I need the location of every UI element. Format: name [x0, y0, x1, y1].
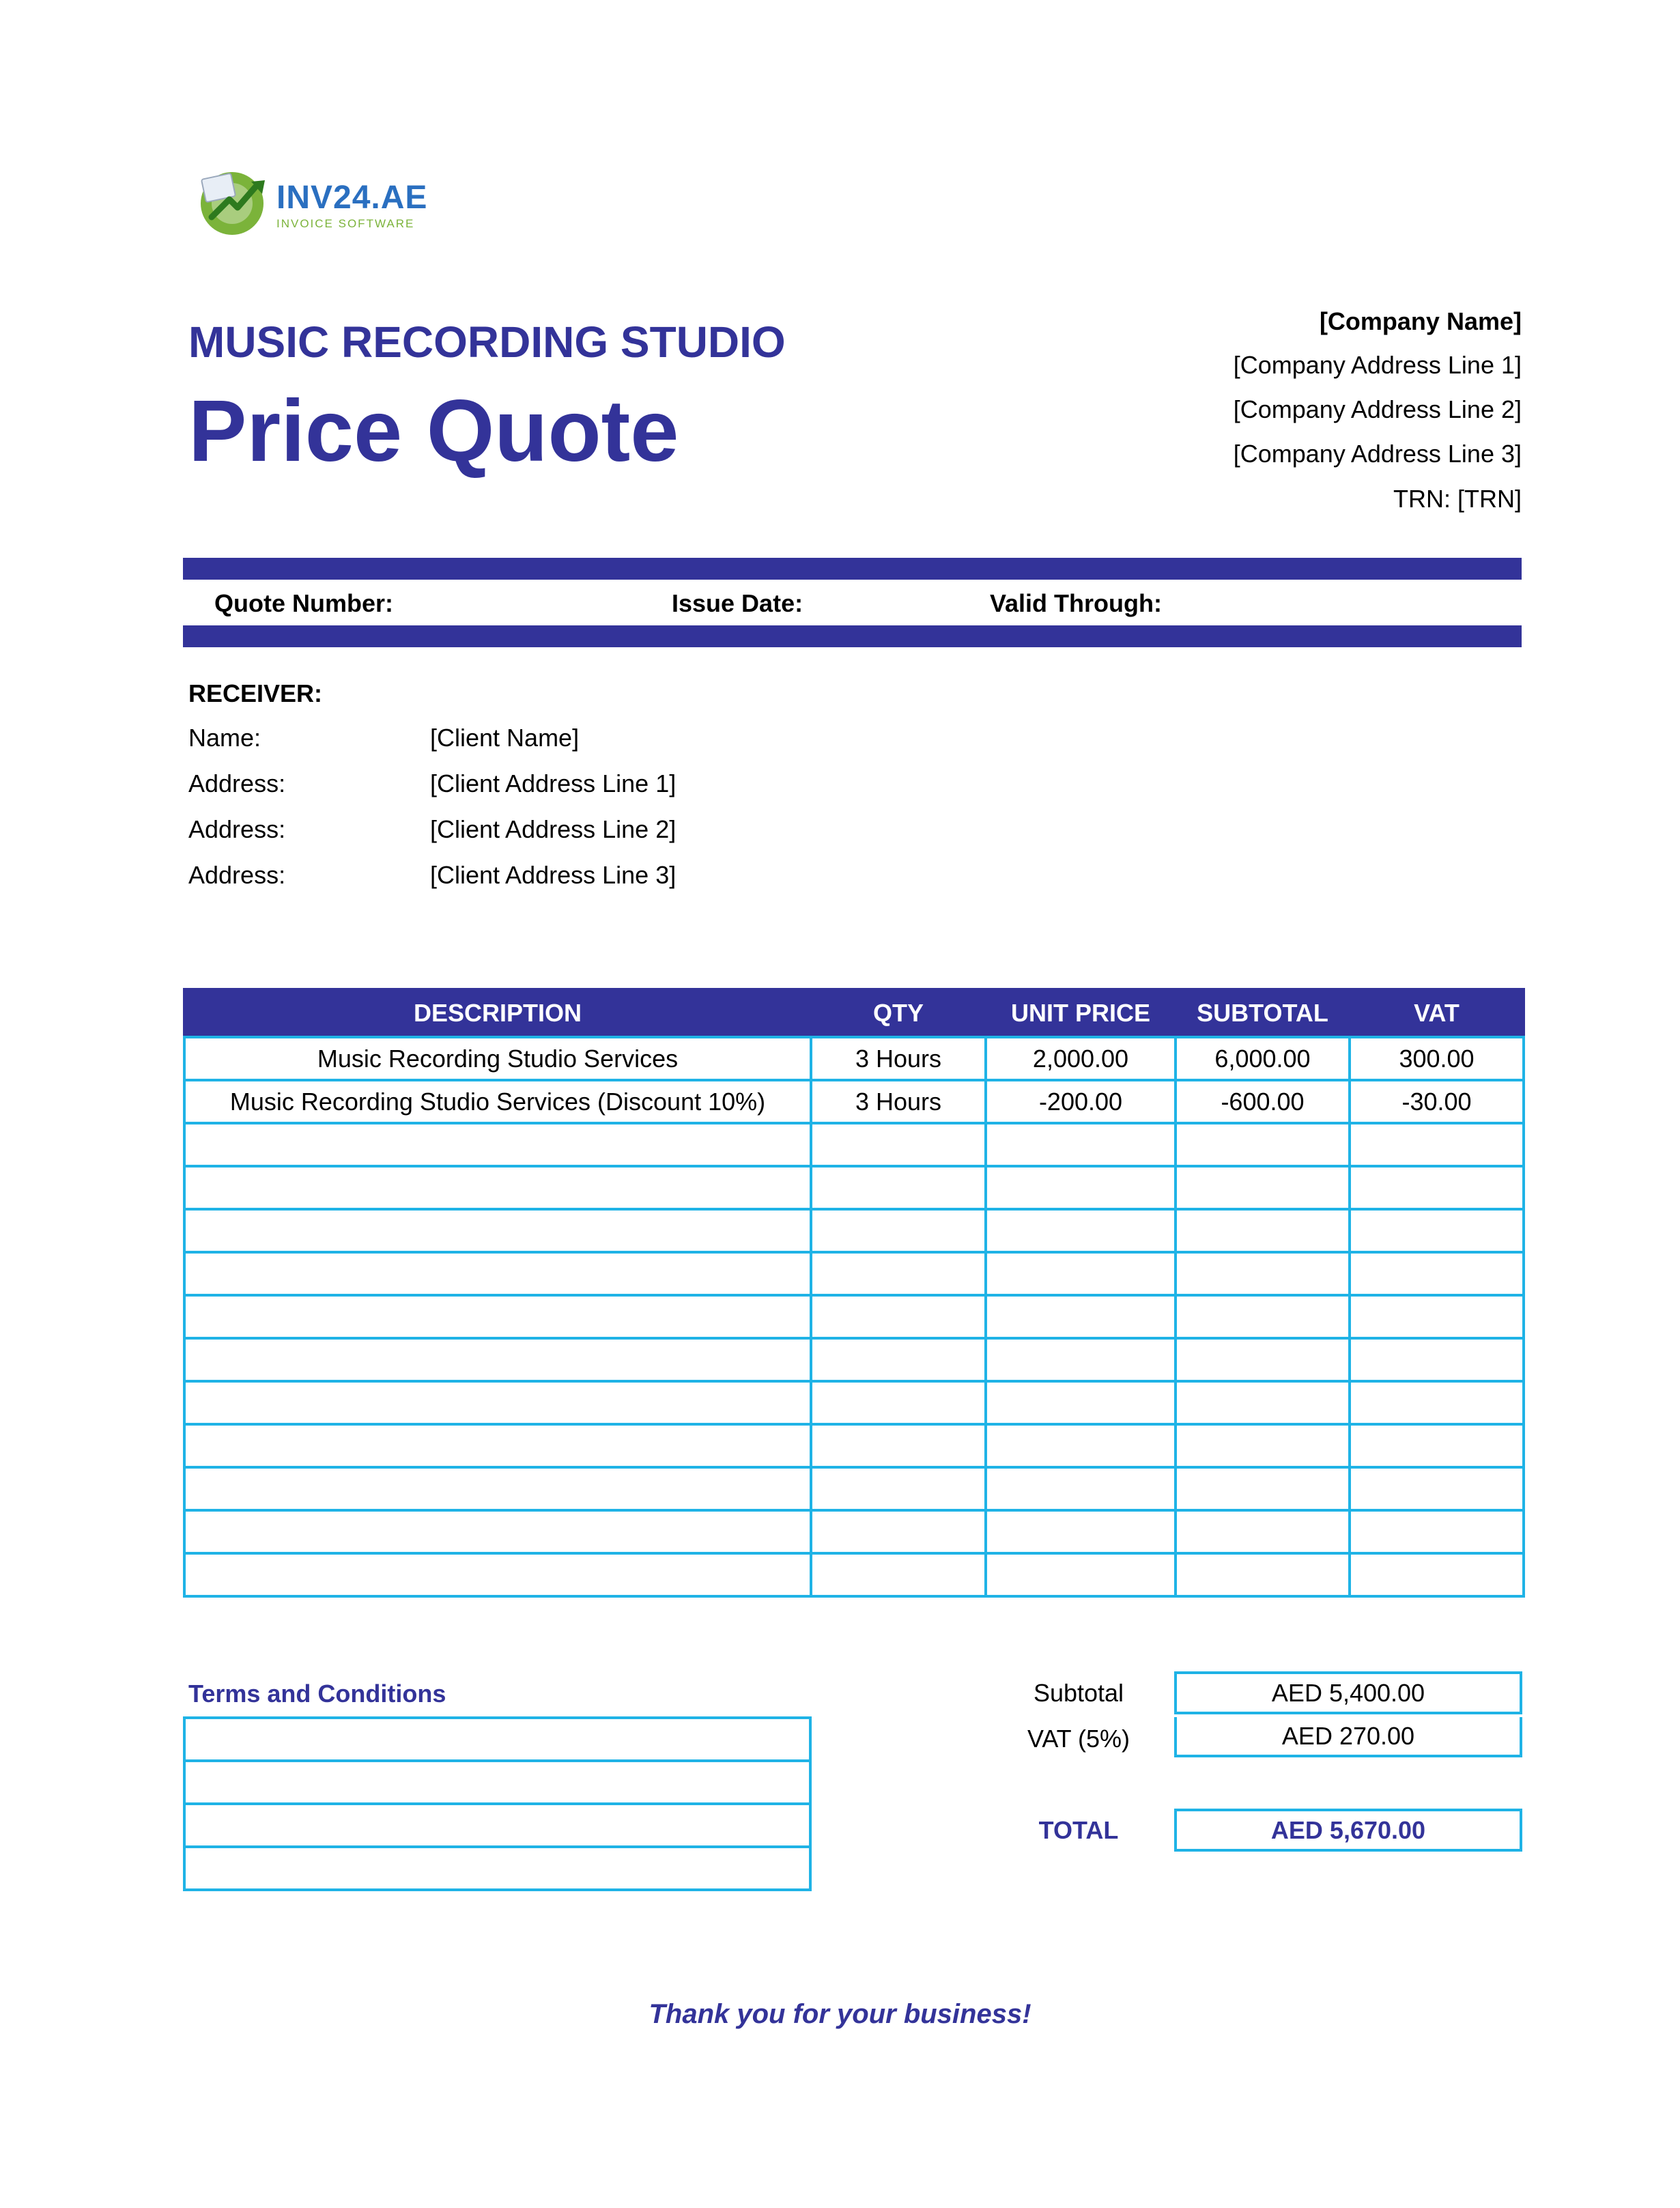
- cell-empty[interactable]: [184, 1252, 811, 1295]
- cell-empty[interactable]: [1350, 1338, 1524, 1381]
- cell-empty[interactable]: [1350, 1381, 1524, 1424]
- cell-empty[interactable]: [986, 1166, 1176, 1209]
- terms-line-field[interactable]: [184, 1847, 810, 1890]
- table-row-empty: [184, 1424, 1524, 1467]
- cell-empty[interactable]: [986, 1424, 1176, 1467]
- cell-empty[interactable]: [184, 1381, 811, 1424]
- company-name: [Company Name]: [1319, 307, 1522, 335]
- cell-unit-price[interactable]: 2,000.00: [986, 1037, 1176, 1080]
- cell-empty[interactable]: [811, 1209, 986, 1252]
- cell-empty[interactable]: [811, 1295, 986, 1338]
- table-row: [184, 1037, 1524, 1080]
- receiver-address-3: [Client Address Line 3]: [430, 861, 677, 889]
- table-row-empty: [184, 1381, 1524, 1424]
- cell-empty[interactable]: [1350, 1424, 1524, 1467]
- cell-qty[interactable]: 3 Hours: [811, 1080, 986, 1123]
- header-unit-price: UNIT PRICE: [986, 989, 1176, 1037]
- receiver-address-2: [Client Address Line 2]: [430, 815, 677, 843]
- company-address-1: [Company Address Line 1]: [1233, 351, 1522, 379]
- terms-line-field[interactable]: [184, 1718, 810, 1761]
- company-address-2: [Company Address Line 2]: [1233, 395, 1522, 423]
- terms-box: [183, 1716, 812, 1891]
- cell-empty[interactable]: [184, 1338, 811, 1381]
- cell-empty[interactable]: [1350, 1252, 1524, 1295]
- valid-through-label: Valid Through:: [990, 589, 1162, 617]
- cell-empty[interactable]: [1350, 1467, 1524, 1510]
- cell-empty[interactable]: [184, 1209, 811, 1252]
- receiver-address-1: [Client Address Line 1]: [430, 769, 677, 797]
- logo-name: INV24.AE: [276, 180, 428, 216]
- cell-subtotal[interactable]: -600.00: [1176, 1080, 1350, 1123]
- table-row-empty: [184, 1510, 1524, 1553]
- terms-line-field[interactable]: [184, 1761, 810, 1804]
- cell-empty[interactable]: [1176, 1553, 1350, 1596]
- terms-line: [184, 1718, 810, 1761]
- cell-description[interactable]: Music Recording Studio Services: [184, 1037, 811, 1080]
- cell-empty[interactable]: [1350, 1510, 1524, 1553]
- terms-line: [184, 1847, 810, 1890]
- company-trn: TRN: [TRN]: [1393, 485, 1522, 513]
- cell-empty[interactable]: [986, 1252, 1176, 1295]
- cell-description[interactable]: Music Recording Studio Services (Discount 10%): [184, 1080, 811, 1123]
- cell-empty[interactable]: [1350, 1209, 1524, 1252]
- cell-empty[interactable]: [1350, 1123, 1524, 1166]
- cell-empty[interactable]: [986, 1467, 1176, 1510]
- subtotal-value: AED 5,400.00: [1174, 1671, 1522, 1714]
- page-title: Price Quote: [188, 382, 679, 480]
- quote-number-label: Quote Number:: [214, 589, 394, 617]
- cell-empty[interactable]: [184, 1510, 811, 1553]
- logo-tagline: INVOICE SOFTWARE: [276, 217, 415, 230]
- table-row-empty: [184, 1295, 1524, 1338]
- table-row-empty: [184, 1467, 1524, 1510]
- table-row-empty: [184, 1338, 1524, 1381]
- receiver-address-label: Address:: [188, 769, 286, 797]
- studio-heading: MUSIC RECORDING STUDIO: [188, 317, 786, 367]
- cell-empty[interactable]: [184, 1166, 811, 1209]
- cell-empty[interactable]: [1350, 1553, 1524, 1596]
- cell-empty[interactable]: [1176, 1381, 1350, 1424]
- cell-empty[interactable]: [811, 1381, 986, 1424]
- cell-empty[interactable]: [1176, 1338, 1350, 1381]
- cell-empty[interactable]: [986, 1123, 1176, 1166]
- cell-empty[interactable]: [811, 1123, 986, 1166]
- cell-empty[interactable]: [184, 1295, 811, 1338]
- cell-empty[interactable]: [811, 1166, 986, 1209]
- cell-empty[interactable]: [1350, 1166, 1524, 1209]
- cell-empty[interactable]: [986, 1553, 1176, 1596]
- terms-line: [184, 1761, 810, 1804]
- header-qty: QTY: [811, 989, 986, 1037]
- cell-qty[interactable]: 3 Hours: [811, 1037, 986, 1080]
- cell-empty[interactable]: [811, 1338, 986, 1381]
- header-description: DESCRIPTION: [184, 989, 811, 1037]
- info-band-top: [183, 558, 1522, 580]
- cell-vat[interactable]: 300.00: [1350, 1037, 1524, 1080]
- cell-empty[interactable]: [986, 1381, 1176, 1424]
- company-address-3: [Company Address Line 3]: [1233, 440, 1522, 468]
- header-vat: VAT: [1350, 989, 1524, 1037]
- info-band-bottom: [183, 625, 1522, 647]
- terms-line: [184, 1804, 810, 1847]
- table-row-empty: [184, 1252, 1524, 1295]
- cell-empty[interactable]: [986, 1510, 1176, 1553]
- receiver-address-label: Address:: [188, 861, 286, 889]
- table-row-empty: [184, 1123, 1524, 1166]
- cell-empty[interactable]: [1176, 1123, 1350, 1166]
- receiver-address-label: Address:: [188, 815, 286, 843]
- cell-vat[interactable]: -30.00: [1350, 1080, 1524, 1123]
- terms-heading: Terms and Conditions: [188, 1680, 446, 1708]
- cell-empty[interactable]: [184, 1553, 811, 1596]
- cell-empty[interactable]: [1176, 1252, 1350, 1295]
- total-label: TOTAL: [1038, 1816, 1119, 1844]
- table-row-empty: [184, 1553, 1524, 1596]
- cell-empty[interactable]: [986, 1338, 1176, 1381]
- receiver-name: [Client Name]: [430, 724, 580, 752]
- cell-empty[interactable]: [184, 1467, 811, 1510]
- cell-empty[interactable]: [986, 1295, 1176, 1338]
- cell-empty[interactable]: [1176, 1166, 1350, 1209]
- vat-value: AED 270.00: [1174, 1717, 1522, 1757]
- thank-you-note: Thank you for your business!: [649, 1999, 1031, 2029]
- table-row-empty: [184, 1166, 1524, 1209]
- cell-empty[interactable]: [811, 1553, 986, 1596]
- cell-empty[interactable]: [1176, 1467, 1350, 1510]
- table-row-empty: [184, 1209, 1524, 1252]
- cell-empty[interactable]: [184, 1424, 811, 1467]
- table-row: [184, 1080, 1524, 1123]
- line-items-table: [183, 988, 1525, 1598]
- cell-empty[interactable]: [1176, 1424, 1350, 1467]
- cell-empty[interactable]: [1176, 1510, 1350, 1553]
- table-header-row: [184, 989, 1524, 1037]
- cell-unit-price[interactable]: -200.00: [986, 1080, 1176, 1123]
- subtotal-label: Subtotal: [1033, 1679, 1124, 1707]
- receiver-heading: RECEIVER:: [188, 679, 323, 707]
- cell-empty[interactable]: [1350, 1295, 1524, 1338]
- cell-empty[interactable]: [811, 1467, 986, 1510]
- cell-empty[interactable]: [184, 1123, 811, 1166]
- cell-empty[interactable]: [1176, 1209, 1350, 1252]
- cell-empty[interactable]: [1176, 1295, 1350, 1338]
- header-subtotal: SUBTOTAL: [1176, 989, 1350, 1037]
- cell-empty[interactable]: [811, 1510, 986, 1553]
- terms-line-field[interactable]: [184, 1804, 810, 1847]
- cell-empty[interactable]: [986, 1209, 1176, 1252]
- cell-empty[interactable]: [811, 1424, 986, 1467]
- cell-empty[interactable]: [811, 1252, 986, 1295]
- vat-label: VAT (5%): [1027, 1725, 1130, 1753]
- receiver-name-label: Name:: [188, 724, 261, 752]
- cell-subtotal[interactable]: 6,000.00: [1176, 1037, 1350, 1080]
- issue-date-label: Issue Date:: [672, 589, 803, 617]
- total-value: AED 5,670.00: [1174, 1809, 1522, 1852]
